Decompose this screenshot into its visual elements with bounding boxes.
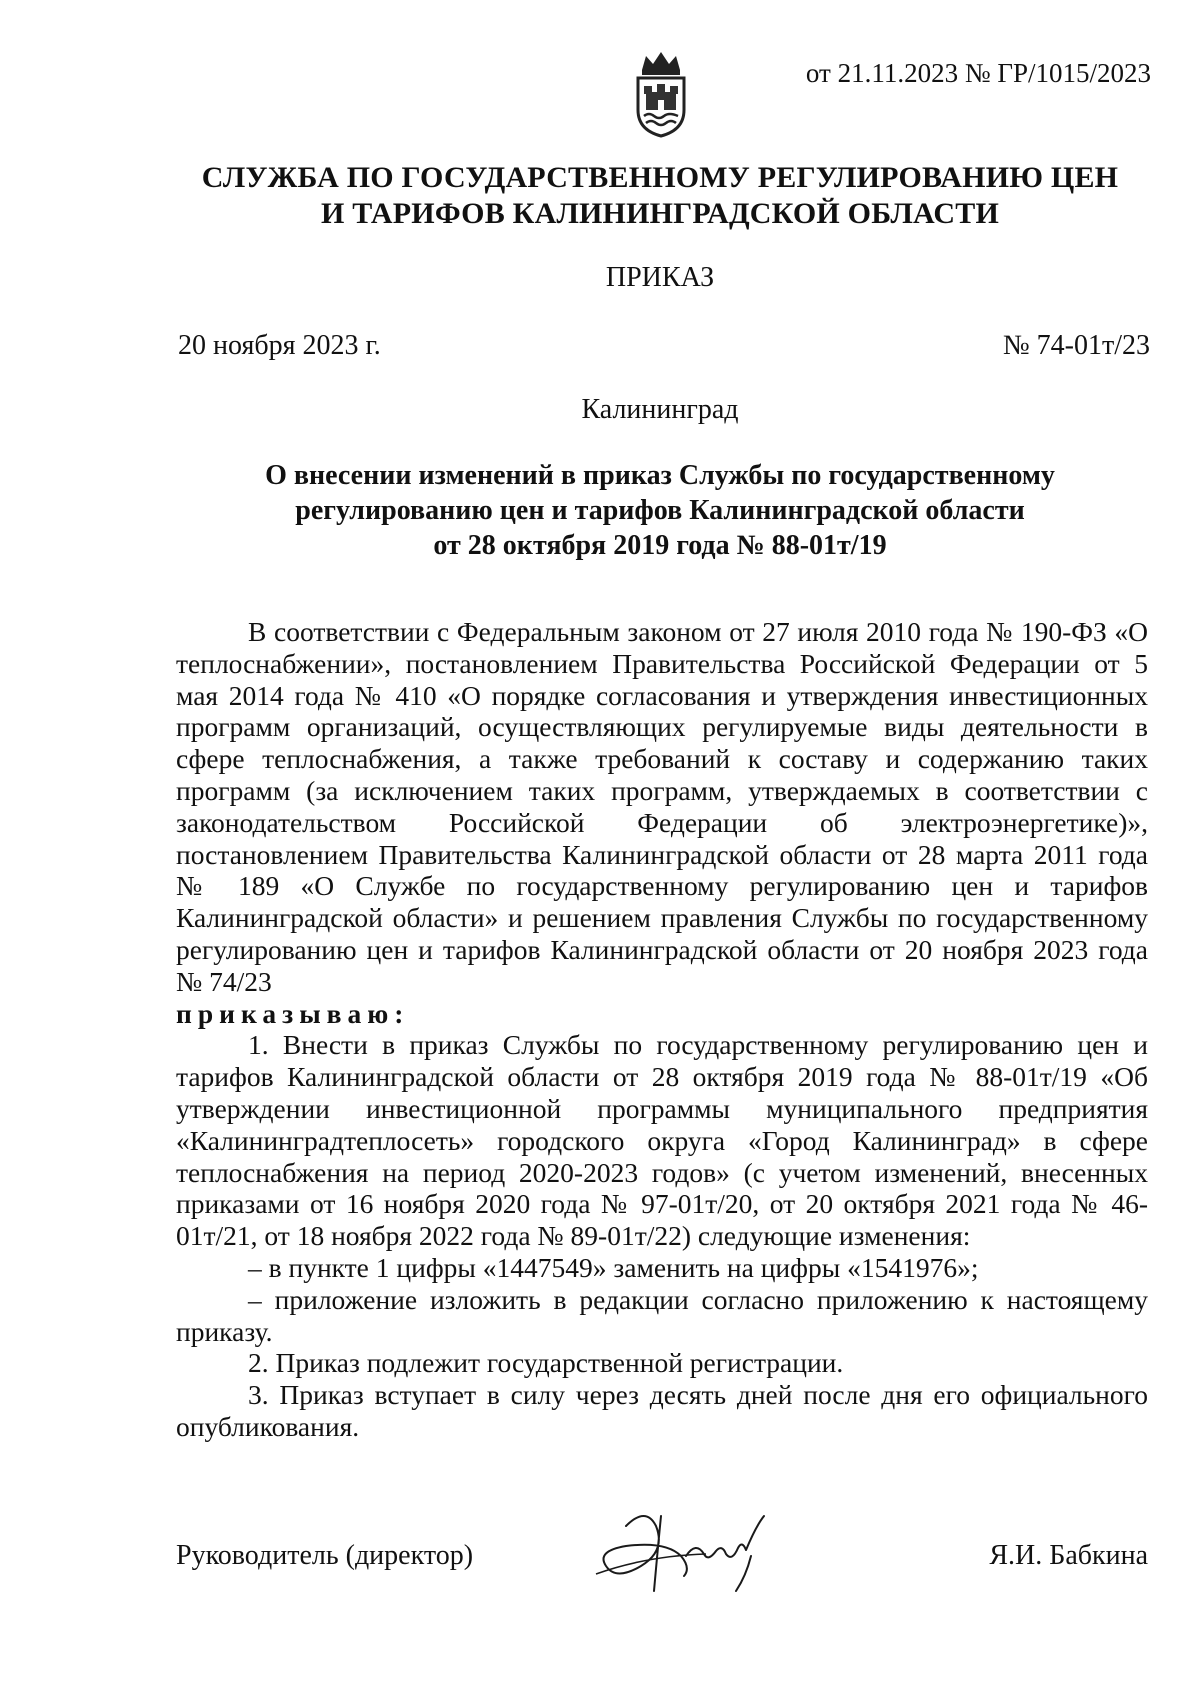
- organization-line-2: И ТАРИФОВ КАЛИНИНГРАДСКОЙ ОБЛАСТИ: [320, 197, 1000, 230]
- order-subject: [200, 458, 1120, 563]
- subject-line-3: от 28 октября 2019 года № 88-01т/19: [433, 530, 887, 561]
- document-type: ПРИКАЗ: [605, 262, 715, 293]
- signer-name: Я.И. Бабкина: [989, 1540, 1148, 1571]
- signer-position: Руководитель (директор): [176, 1540, 474, 1571]
- order-number: № 74-01т/23: [1002, 330, 1150, 361]
- registration-stamp: от 21.11.2023 № ГР/1015/2023: [805, 58, 1151, 88]
- order-city: Калининград: [581, 394, 739, 425]
- signature-block: [176, 1520, 1148, 1600]
- item-1-change-1: – в пункте 1 цифры «1447549» заменить на цифры «1541976»;: [248, 1251, 979, 1283]
- organization-line-1: СЛУЖБА ПО ГОСУДАРСТВЕННОМУ РЕГУЛИРОВАНИЮ ЦЕН: [201, 161, 1119, 194]
- item-1-change-2: – приложение изложить в редакции согласно приложению к настоящему приказу.: [176, 1283, 1148, 1347]
- item-3-paragraph: 3. Приказ вступает в силу через десять дней после дня его официального опубликования.: [176, 1379, 1148, 1442]
- subject-line-2: регулированию цен и тарифов Калининградской области: [295, 495, 1025, 526]
- item-2-paragraph: 2. Приказ подлежит государственной регистрации.: [248, 1347, 844, 1379]
- order-word: приказываю:: [176, 997, 410, 1029]
- organization-name: [160, 160, 1160, 232]
- item-1-paragraph: 1. Внести в приказ Службы по государственному регулированию цен и тарифов Калининградской области от 28 октября 2019 года № 88-01т/19 «Об утверждении инвестиционной программы муниципального предприятия «Калининградтеплосеть» городского округа «Город Калининград» в сфере теплоснабжения на период 2020-2023 годов» (с учетом изменений, внесенных приказами от 16 ноября 2020 года № 97-01т/20, от 20 октября 2021 года № 46-01т/21, от 18 ноября 2022 года № 89-01т/22) следующие изменения:: [176, 1029, 1148, 1252]
- handwritten-signature-icon: [586, 1496, 776, 1606]
- preamble-paragraph: В соответствии с Федеральным законом от 27 июля 2010 года № 190-ФЗ «О теплоснабжении», постановлением Правительства Российской Федерации от 5 мая 2014 года № 410 «О порядке согласования и утверждения инвестиционных программ организаций, осуществляющих регулируемые виды деятельности в сфере теплоснабжения, а также требований к составу и содержанию таких программ (за исключением таких программ, утверждаемых в соответствии с законодательством Российской Федерации об электроэнергетике)», постановлением Правительства Калининградской области от 28 марта 2011 года № 189 «О Службе по государственному регулированию цен и тарифов Калининградской области» и решением правления Службы по государственному регулированию цен и тарифов Калининградской области от 20 ноября 2023 года № 74/23: [176, 616, 1148, 997]
- subject-line-1: О внесении изменений в приказ Службы по государственному: [265, 460, 1055, 491]
- order-body: [176, 616, 1148, 1443]
- order-date: 20 ноября 2023 г.: [178, 330, 381, 361]
- coat-of-arms-icon: [632, 48, 690, 138]
